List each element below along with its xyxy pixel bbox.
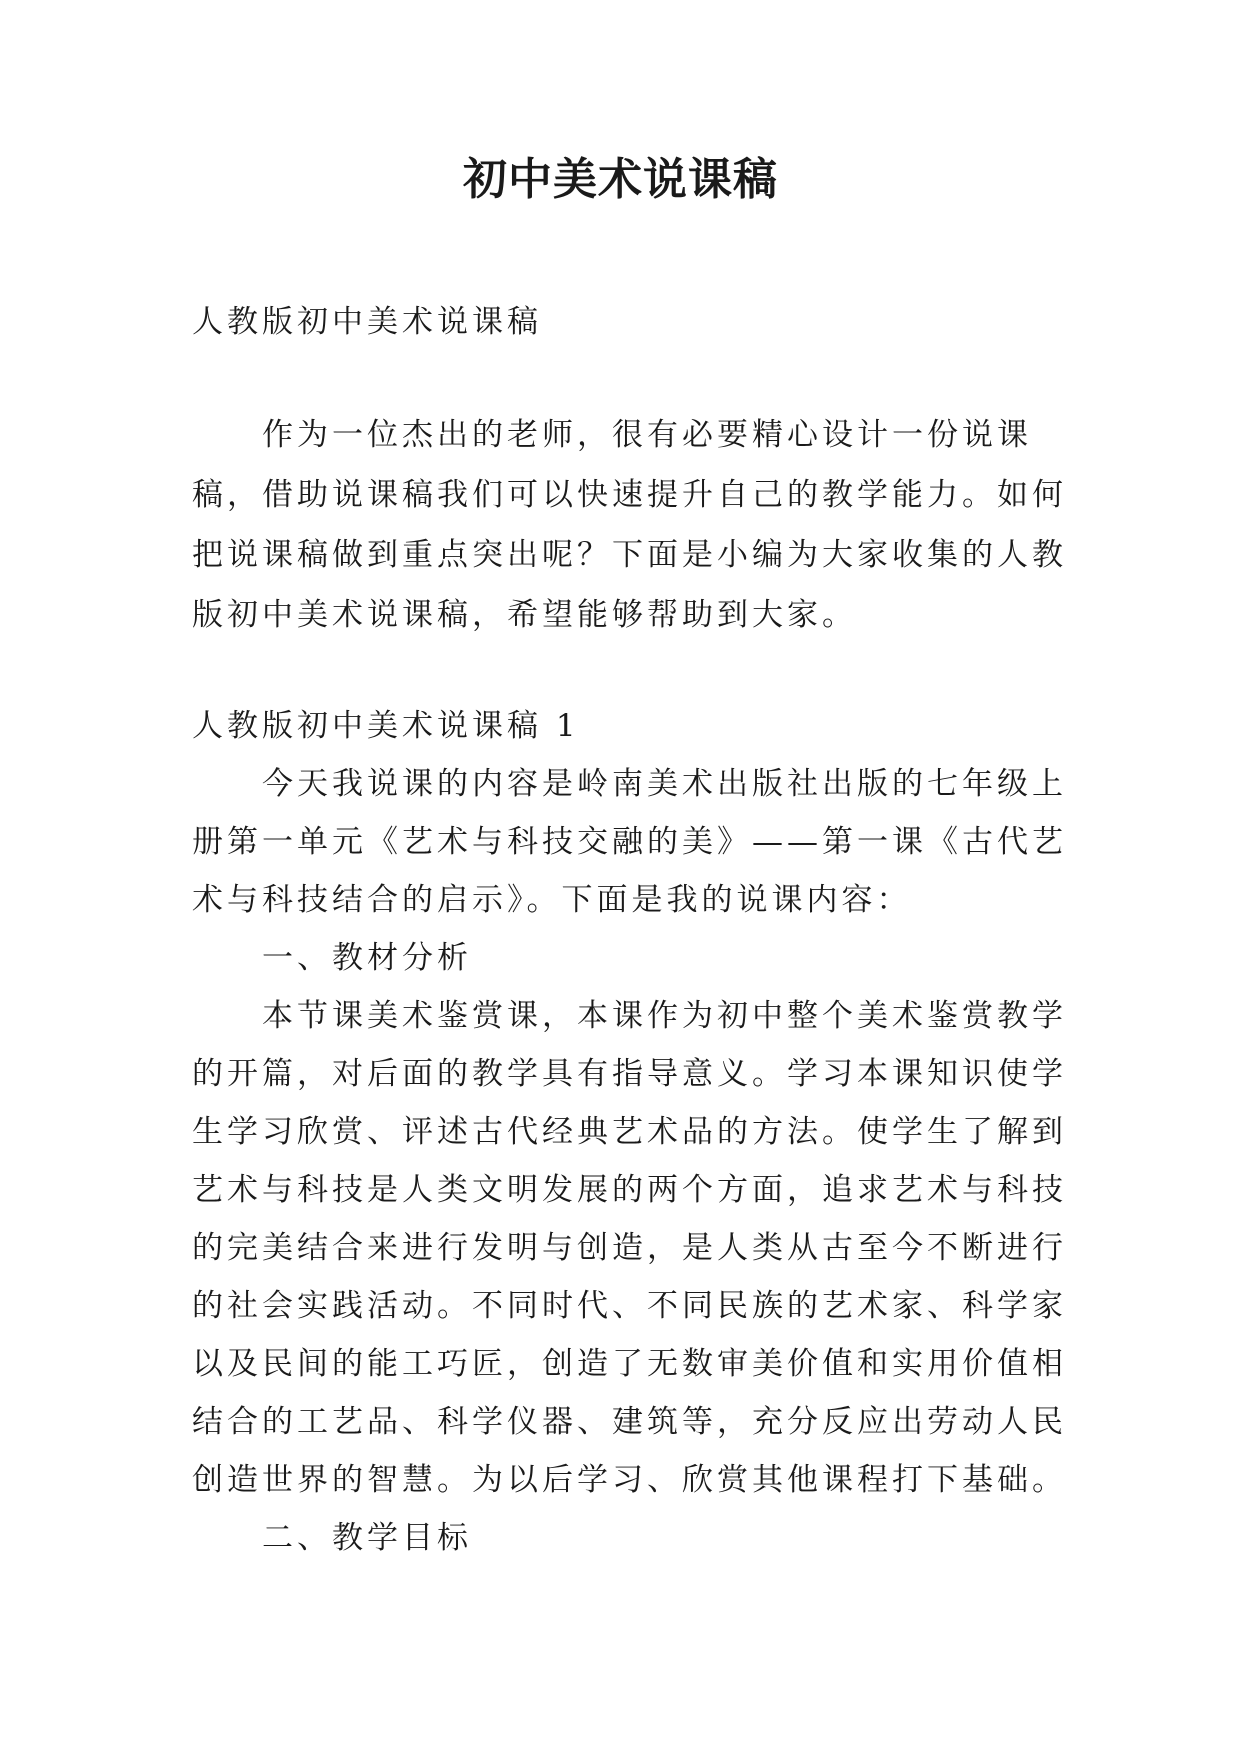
part-2-heading: 二、教学目标 <box>262 1520 472 1556</box>
section-1-paragraph: 今天我说课的内容是岭南美术出版社出版的七年级上册第一单元《艺术与科技交融的美》——第一课《古代艺术与科技结合的启示》。下面是我的说课内容： <box>192 766 1067 918</box>
section-1 <box>192 697 1072 1567</box>
intro-paragraph: 作为一位杰出的老师，很有必要精心设计一份说课稿，借助说课稿我们可以快速提升自己的教学能力。如何把说课稿做到重点突出呢？下面是小编为大家收集的人教版初中美术说课稿，希望能够帮助到大家。 <box>192 417 1067 633</box>
page-title: 初中美术说课稿 <box>463 154 778 205</box>
part-1-paragraph: 本节课美术鉴赏课，本课作为初中整个美术鉴赏教学的开篇，对后面的教学具有指导意义。学习本课知识使学生学习欣赏、评述古代经典艺术品的方法。使学生了解到艺术与科技是人类文明发展的两个方面，追求艺术与科技的完美结合来进行发明与创造，是人类从古至今不断进行的社会实践活动。不同时代、不同民族的艺术家、科学家以及民间的能工巧匠，创造了无数审美价值和实用价值相结合的工艺品、科学仪器、建筑等，充分反应出劳动人民创造世界的智慧。为以后学习、欣赏其他课程打下基础。 <box>192 998 1067 1498</box>
document-subtitle: 人教版初中美术说课稿 <box>192 304 542 340</box>
section-1-heading: 人教版初中美术说课稿 1 <box>192 708 580 744</box>
part-1-heading: 一、教材分析 <box>262 940 472 976</box>
